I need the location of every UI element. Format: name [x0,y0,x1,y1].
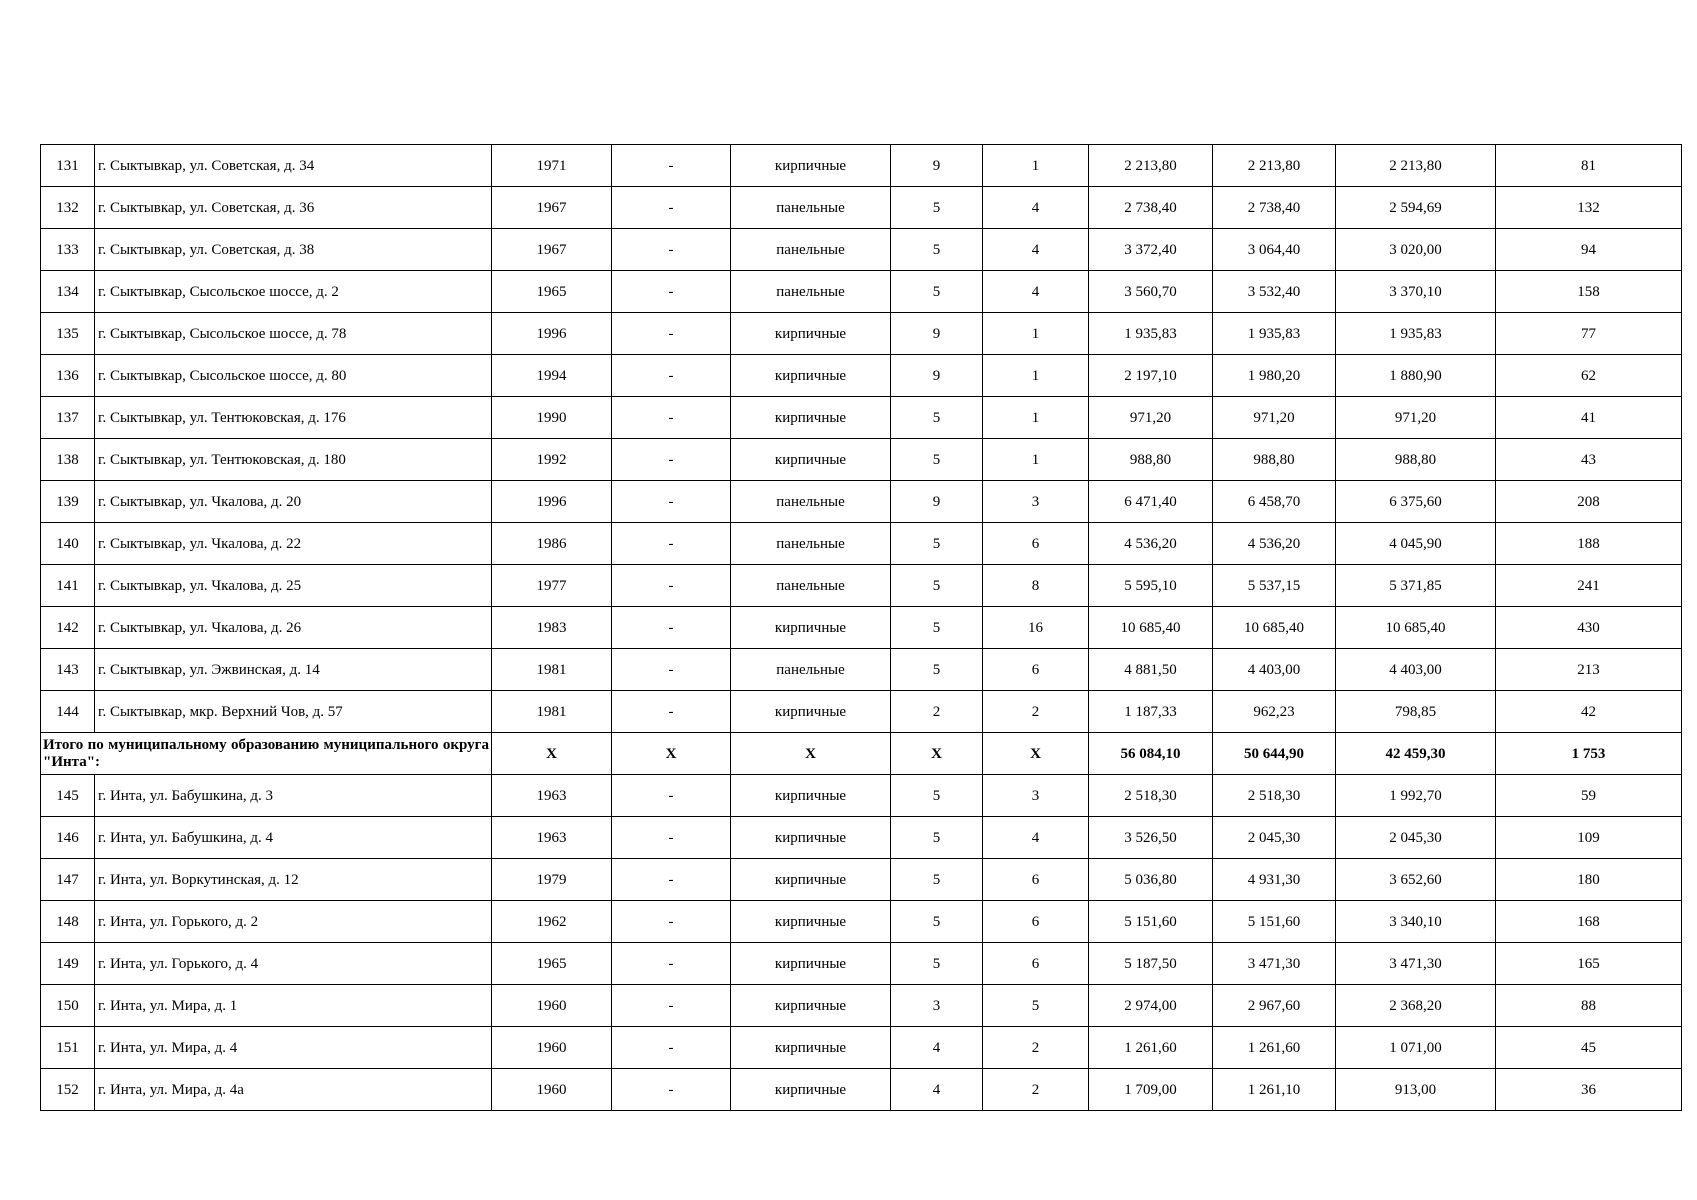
cell-year: 1960 [492,1069,612,1111]
cell-year-reconstruction: - [612,817,731,859]
cell-wall-material: кирпичные [731,355,891,397]
cell-address: г. Инта, ул. Бабушкина, д. 3 [95,775,492,817]
cell-year: 1960 [492,1027,612,1069]
cell-year-reconstruction: - [612,607,731,649]
cell-number: 151 [41,1027,95,1069]
cell-wall-material: кирпичные [731,691,891,733]
cell-year-reconstruction: - [612,649,731,691]
cell-area-3: 1 880,90 [1336,355,1496,397]
table-row [41,607,1682,649]
cell-entrances: 2 [983,1027,1089,1069]
cell-entrances: 4 [983,817,1089,859]
cell-area-2: 5 151,60 [1213,901,1336,943]
cell-address: г. Инта, ул. Мира, д. 1 [95,985,492,1027]
cell-year: 1992 [492,439,612,481]
total-row-label: Итого по муниципальному образованию муниципального округа "Инта": [41,733,492,775]
cell-entrances: 1 [983,439,1089,481]
cell-area-3: 3 471,30 [1336,943,1496,985]
cell-wall-material: кирпичные [731,313,891,355]
cell-residents: 165 [1496,943,1682,985]
cell-floors: 5 [891,397,983,439]
cell-area-total: 2 518,30 [1089,775,1213,817]
cell-number: 134 [41,271,95,313]
cell-floors: 9 [891,355,983,397]
table-row [41,691,1682,733]
cell-area-3: 3 652,60 [1336,859,1496,901]
cell-area-2: 3 471,30 [1213,943,1336,985]
cell-area-total: 2 738,40 [1089,187,1213,229]
cell-year: 1996 [492,313,612,355]
cell-area-2: 2 518,30 [1213,775,1336,817]
cell-area-total: 5 151,60 [1089,901,1213,943]
cell-wall-material: кирпичные [731,775,891,817]
table-row [41,649,1682,691]
cell-number: 136 [41,355,95,397]
cell-number: 149 [41,943,95,985]
cell-residents: 62 [1496,355,1682,397]
cell-number: 138 [41,439,95,481]
cell-address: г. Инта, ул. Бабушкина, д. 4 [95,817,492,859]
cell-residents: 88 [1496,985,1682,1027]
cell-wall-material: кирпичные [731,397,891,439]
cell-floors: 5 [891,271,983,313]
cell-year: 1994 [492,355,612,397]
cell-area-total: 988,80 [1089,439,1213,481]
table-row [41,187,1682,229]
cell-area-2: 2 045,30 [1213,817,1336,859]
cell-address: г. Сыктывкар, ул. Эжвинская, д. 14 [95,649,492,691]
cell-number: 142 [41,607,95,649]
cell-year-reconstruction: - [612,859,731,901]
cell-residents: 81 [1496,145,1682,187]
cell-area-2: 2 213,80 [1213,145,1336,187]
cell-year-reconstruction: - [612,187,731,229]
cell-area-total: 5 187,50 [1089,943,1213,985]
total-year2: X [612,733,731,775]
table-row [41,397,1682,439]
table-row [41,817,1682,859]
cell-number: 150 [41,985,95,1027]
cell-year-reconstruction: - [612,229,731,271]
cell-number: 139 [41,481,95,523]
cell-entrances: 1 [983,145,1089,187]
cell-floors: 5 [891,229,983,271]
cell-year: 1965 [492,271,612,313]
cell-entrances: 6 [983,523,1089,565]
cell-area-total: 10 685,40 [1089,607,1213,649]
cell-residents: 188 [1496,523,1682,565]
cell-area-total: 4 881,50 [1089,649,1213,691]
cell-area-total: 1 261,60 [1089,1027,1213,1069]
cell-floors: 5 [891,943,983,985]
table-row [41,523,1682,565]
total-area-2: 50 644,90 [1213,733,1336,775]
cell-year: 1963 [492,775,612,817]
cell-floors: 5 [891,607,983,649]
cell-residents: 36 [1496,1069,1682,1111]
cell-floors: 4 [891,1027,983,1069]
cell-floors: 5 [891,775,983,817]
cell-area-3: 4 045,90 [1336,523,1496,565]
cell-entrances: 2 [983,1069,1089,1111]
table-row [41,271,1682,313]
cell-residents: 180 [1496,859,1682,901]
total-year: X [492,733,612,775]
table-row [41,775,1682,817]
cell-area-total: 1 935,83 [1089,313,1213,355]
table-body-inta [41,775,1682,1111]
cell-area-3: 2 594,69 [1336,187,1496,229]
cell-year: 1963 [492,817,612,859]
cell-year: 1967 [492,229,612,271]
cell-floors: 9 [891,145,983,187]
cell-floors: 3 [891,985,983,1027]
cell-year: 1981 [492,649,612,691]
cell-address: г. Сыктывкар, ул. Тентюковская, д. 180 [95,439,492,481]
cell-entrances: 4 [983,187,1089,229]
cell-number: 144 [41,691,95,733]
cell-floors: 5 [891,901,983,943]
cell-area-3: 3 340,10 [1336,901,1496,943]
cell-area-2: 5 537,15 [1213,565,1336,607]
cell-area-3: 2 045,30 [1336,817,1496,859]
cell-area-total: 3 372,40 [1089,229,1213,271]
cell-year-reconstruction: - [612,145,731,187]
cell-entrances: 1 [983,355,1089,397]
cell-number: 147 [41,859,95,901]
cell-residents: 59 [1496,775,1682,817]
table-row [41,313,1682,355]
cell-year-reconstruction: - [612,523,731,565]
cell-entrances: 8 [983,565,1089,607]
cell-wall-material: кирпичные [731,1069,891,1111]
cell-entrances: 3 [983,775,1089,817]
table-row [41,355,1682,397]
cell-floors: 5 [891,523,983,565]
cell-area-2: 6 458,70 [1213,481,1336,523]
cell-area-total: 6 471,40 [1089,481,1213,523]
cell-area-3: 2 368,20 [1336,985,1496,1027]
cell-number: 146 [41,817,95,859]
table-row [41,565,1682,607]
cell-year: 1986 [492,523,612,565]
total-area-3: 42 459,30 [1336,733,1496,775]
cell-residents: 109 [1496,817,1682,859]
cell-year-reconstruction: - [612,985,731,1027]
cell-area-2: 3 532,40 [1213,271,1336,313]
cell-area-total: 2 213,80 [1089,145,1213,187]
table-row [41,859,1682,901]
cell-number: 141 [41,565,95,607]
cell-area-2: 4 931,30 [1213,859,1336,901]
cell-wall-material: кирпичные [731,817,891,859]
table-row [41,985,1682,1027]
cell-area-3: 798,85 [1336,691,1496,733]
cell-year-reconstruction: - [612,901,731,943]
cell-area-2: 971,20 [1213,397,1336,439]
cell-address: г. Сыктывкар, ул. Тентюковская, д. 176 [95,397,492,439]
cell-area-2: 962,23 [1213,691,1336,733]
cell-year-reconstruction: - [612,271,731,313]
cell-year-reconstruction: - [612,439,731,481]
cell-number: 145 [41,775,95,817]
cell-area-3: 1 935,83 [1336,313,1496,355]
cell-area-3: 1 071,00 [1336,1027,1496,1069]
cell-year-reconstruction: - [612,943,731,985]
cell-entrances: 6 [983,943,1089,985]
cell-wall-material: кирпичные [731,607,891,649]
cell-residents: 77 [1496,313,1682,355]
cell-residents: 208 [1496,481,1682,523]
cell-address: г. Сыктывкар, ул. Советская, д. 38 [95,229,492,271]
total-material: X [731,733,891,775]
cell-area-3: 913,00 [1336,1069,1496,1111]
cell-area-total: 1 187,33 [1089,691,1213,733]
cell-year-reconstruction: - [612,775,731,817]
cell-address: г. Инта, ул. Воркутинская, д. 12 [95,859,492,901]
cell-address: г. Сыктывкар, ул. Советская, д. 34 [95,145,492,187]
cell-residents: 241 [1496,565,1682,607]
cell-residents: 41 [1496,397,1682,439]
cell-floors: 5 [891,817,983,859]
cell-address: г. Инта, ул. Горького, д. 4 [95,943,492,985]
cell-residents: 42 [1496,691,1682,733]
cell-address: г. Инта, ул. Мира, д. 4 [95,1027,492,1069]
cell-area-total: 3 526,50 [1089,817,1213,859]
cell-area-total: 5 036,80 [1089,859,1213,901]
cell-wall-material: кирпичные [731,145,891,187]
cell-year: 1977 [492,565,612,607]
cell-year: 1996 [492,481,612,523]
cell-area-2: 2 738,40 [1213,187,1336,229]
cell-entrances: 4 [983,229,1089,271]
cell-address: г. Сыктывкар, ул. Чкалова, д. 25 [95,565,492,607]
table-row [41,1069,1682,1111]
cell-residents: 430 [1496,607,1682,649]
cell-area-2: 988,80 [1213,439,1336,481]
cell-residents: 45 [1496,1027,1682,1069]
table-body-total [41,733,1682,775]
cell-wall-material: кирпичные [731,985,891,1027]
cell-wall-material: панельные [731,481,891,523]
cell-floors: 2 [891,691,983,733]
cell-address: г. Сыктывкар, Сысольское шоссе, д. 78 [95,313,492,355]
table-row [41,1027,1682,1069]
table-row [41,229,1682,271]
cell-entrances: 6 [983,859,1089,901]
cell-area-2: 2 967,60 [1213,985,1336,1027]
cell-floors: 5 [891,859,983,901]
cell-area-total: 2 974,00 [1089,985,1213,1027]
cell-number: 152 [41,1069,95,1111]
cell-wall-material: кирпичные [731,943,891,985]
cell-address: г. Сыктывкар, Сысольское шоссе, д. 2 [95,271,492,313]
cell-entrances: 6 [983,901,1089,943]
cell-entrances: 5 [983,985,1089,1027]
cell-residents: 213 [1496,649,1682,691]
cell-address: г. Сыктывкар, ул. Советская, д. 36 [95,187,492,229]
cell-entrances: 16 [983,607,1089,649]
cell-area-3: 3 370,10 [1336,271,1496,313]
cell-address: г. Сыктывкар, Сысольское шоссе, д. 80 [95,355,492,397]
cell-year-reconstruction: - [612,1069,731,1111]
cell-year-reconstruction: - [612,313,731,355]
cell-entrances: 1 [983,313,1089,355]
cell-year-reconstruction: - [612,691,731,733]
cell-floors: 5 [891,649,983,691]
cell-area-3: 6 375,60 [1336,481,1496,523]
cell-wall-material: панельные [731,271,891,313]
cell-year-reconstruction: - [612,481,731,523]
cell-number: 148 [41,901,95,943]
total-floors: X [891,733,983,775]
cell-entrances: 2 [983,691,1089,733]
cell-address: г. Сыктывкар, мкр. Верхний Чов, д. 57 [95,691,492,733]
cell-area-2: 4 536,20 [1213,523,1336,565]
cell-year: 1983 [492,607,612,649]
cell-floors: 5 [891,439,983,481]
cell-floors: 9 [891,481,983,523]
housing-registry-table [40,144,1682,1111]
table-row [41,943,1682,985]
cell-year-reconstruction: - [612,565,731,607]
cell-entrances: 4 [983,271,1089,313]
cell-year-reconstruction: - [612,1027,731,1069]
cell-area-3: 971,20 [1336,397,1496,439]
cell-address: г. Сыктывкар, ул. Чкалова, д. 26 [95,607,492,649]
cell-wall-material: панельные [731,565,891,607]
cell-area-total: 3 560,70 [1089,271,1213,313]
cell-area-2: 1 261,10 [1213,1069,1336,1111]
cell-floors: 4 [891,1069,983,1111]
cell-area-3: 1 992,70 [1336,775,1496,817]
cell-address: г. Сыктывкар, ул. Чкалова, д. 22 [95,523,492,565]
cell-wall-material: кирпичные [731,901,891,943]
cell-number: 132 [41,187,95,229]
cell-area-total: 5 595,10 [1089,565,1213,607]
cell-wall-material: панельные [731,229,891,271]
cell-area-2: 1 935,83 [1213,313,1336,355]
cell-address: г. Сыктывкар, ул. Чкалова, д. 20 [95,481,492,523]
cell-year: 1960 [492,985,612,1027]
cell-number: 140 [41,523,95,565]
cell-area-3: 3 020,00 [1336,229,1496,271]
cell-year-reconstruction: - [612,355,731,397]
cell-area-total: 4 536,20 [1089,523,1213,565]
cell-wall-material: панельные [731,187,891,229]
cell-number: 143 [41,649,95,691]
table-body-sykyvkar [41,145,1682,733]
cell-address: г. Инта, ул. Горького, д. 2 [95,901,492,943]
cell-year: 1981 [492,691,612,733]
cell-wall-material: панельные [731,523,891,565]
cell-year: 1962 [492,901,612,943]
cell-area-3: 10 685,40 [1336,607,1496,649]
cell-entrances: 6 [983,649,1089,691]
cell-address: г. Инта, ул. Мира, д. 4а [95,1069,492,1111]
cell-area-3: 2 213,80 [1336,145,1496,187]
cell-wall-material: кирпичные [731,439,891,481]
cell-area-2: 3 064,40 [1213,229,1336,271]
cell-area-2: 1 980,20 [1213,355,1336,397]
cell-number: 131 [41,145,95,187]
cell-entrances: 1 [983,397,1089,439]
table-row [41,439,1682,481]
cell-entrances: 3 [983,481,1089,523]
cell-year: 1979 [492,859,612,901]
cell-number: 135 [41,313,95,355]
cell-area-3: 5 371,85 [1336,565,1496,607]
cell-floors: 5 [891,565,983,607]
cell-floors: 9 [891,313,983,355]
cell-wall-material: панельные [731,649,891,691]
total-row [41,733,1682,775]
cell-year: 1990 [492,397,612,439]
total-entrances: X [983,733,1089,775]
cell-year: 1965 [492,943,612,985]
cell-number: 133 [41,229,95,271]
cell-residents: 132 [1496,187,1682,229]
cell-area-total: 971,20 [1089,397,1213,439]
table-row [41,481,1682,523]
cell-residents: 158 [1496,271,1682,313]
cell-area-2: 10 685,40 [1213,607,1336,649]
total-area-total: 56 084,10 [1089,733,1213,775]
cell-floors: 5 [891,187,983,229]
cell-area-total: 1 709,00 [1089,1069,1213,1111]
table-row [41,145,1682,187]
cell-year: 1971 [492,145,612,187]
cell-year: 1967 [492,187,612,229]
cell-number: 137 [41,397,95,439]
cell-area-2: 1 261,60 [1213,1027,1336,1069]
total-residents: 1 753 [1496,733,1682,775]
cell-wall-material: кирпичные [731,859,891,901]
cell-residents: 94 [1496,229,1682,271]
cell-area-total: 2 197,10 [1089,355,1213,397]
cell-area-3: 4 403,00 [1336,649,1496,691]
table-row [41,901,1682,943]
cell-wall-material: кирпичные [731,1027,891,1069]
cell-area-3: 988,80 [1336,439,1496,481]
cell-residents: 168 [1496,901,1682,943]
cell-residents: 43 [1496,439,1682,481]
cell-area-2: 4 403,00 [1213,649,1336,691]
cell-year-reconstruction: - [612,397,731,439]
